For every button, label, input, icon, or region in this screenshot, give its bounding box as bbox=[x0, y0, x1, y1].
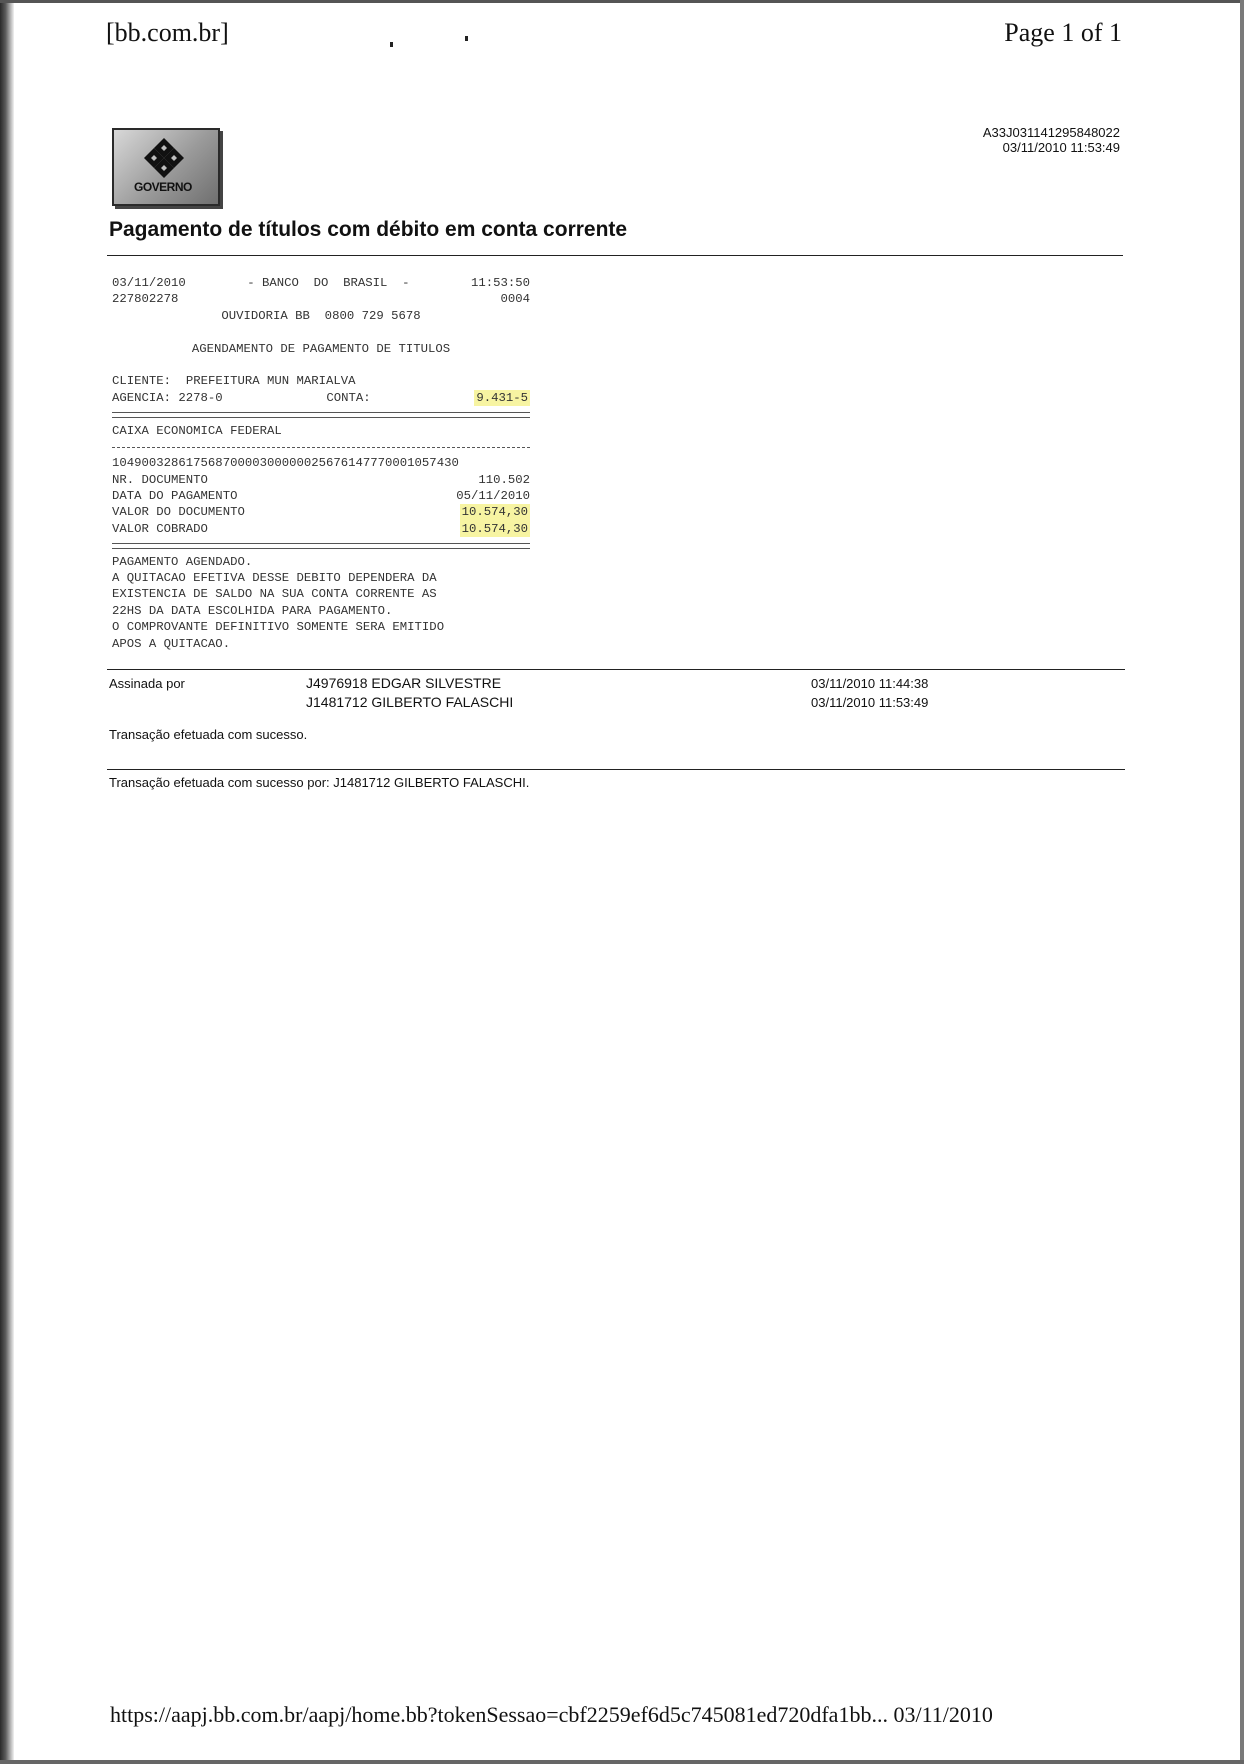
receipt-beneficiary-bank: CAIXA ECONOMICA FEDERAL bbox=[112, 423, 282, 438]
receipt-ouvidoria: OUVIDORIA BB 0800 729 5678 bbox=[221, 308, 421, 323]
receipt-field-label: VALOR DO DOCUMENTO bbox=[112, 505, 245, 520]
receipt-field-row bbox=[112, 472, 530, 488]
scan-edge bbox=[0, 0, 14, 1764]
browser-footer bbox=[110, 1702, 993, 1728]
receipt-account-label: CONTA: bbox=[326, 390, 371, 405]
receipt-sequence: 0004 bbox=[500, 292, 530, 307]
receipt-header-row bbox=[112, 275, 530, 291]
receipt-account-row bbox=[112, 390, 530, 406]
divider bbox=[107, 669, 1125, 670]
receipt-note: O COMPROVANTE DEFINITIVO SOMENTE SERA EMITIDO bbox=[112, 620, 445, 635]
receipt bbox=[112, 275, 530, 652]
receipt-date: 03/11/2010 bbox=[112, 276, 186, 290]
signatures-times bbox=[811, 674, 928, 712]
receipt-barcode: 10490032861756870000300000025676147770001057430 bbox=[112, 456, 459, 471]
logo-word: GOVERNO bbox=[134, 180, 192, 194]
signature-time: 03/11/2010 11:44:38 bbox=[811, 676, 929, 691]
browser-header-page: Page 1 of 1 bbox=[1004, 18, 1122, 47]
receipt-field-value: 10.574,30 bbox=[461, 505, 528, 520]
receipt-field-row bbox=[112, 521, 530, 537]
receipt-separator bbox=[112, 406, 530, 422]
document-code: A33J031141295848022 bbox=[982, 125, 1120, 140]
receipt-field-value: 10.574,30 bbox=[461, 521, 528, 536]
receipt-account-value: 9.431-5 bbox=[476, 390, 528, 405]
receipt-client-row bbox=[112, 373, 530, 389]
receipt-field-value: 110.502 bbox=[478, 472, 530, 487]
receipt-field-value: 05/11/2010 bbox=[456, 489, 530, 504]
footer-status-message: Transação efetuada com sucesso por: J1481712 GILBERTO FALASCHI. bbox=[109, 775, 530, 790]
document-timestamp: 03/11/2010 11:53:49 bbox=[1002, 140, 1120, 155]
signatures-names bbox=[306, 674, 513, 712]
receipt-field-label: NR. DOCUMENTO bbox=[112, 472, 208, 487]
receipt-note: EXISTENCIA DE SALDO NA SUA CONTA CORRENTE AS bbox=[112, 587, 437, 602]
receipt-field-label: VALOR COBRADO bbox=[112, 521, 208, 536]
receipt-separator bbox=[112, 439, 530, 455]
receipt-separator bbox=[112, 537, 530, 553]
receipt-note: A QUITACAO EFETIVA DESSE DEBITO DEPENDERA DA bbox=[112, 571, 437, 586]
scan-edge bbox=[1240, 0, 1244, 1764]
receipt-note: 22HS DA DATA ESCOLHIDA PARA PAGAMENTO. bbox=[112, 603, 393, 618]
receipt-client-value: PREFEITURA MUN MARIALVA bbox=[185, 374, 356, 389]
receipt-bank: - BANCO DO BRASIL - bbox=[247, 276, 410, 290]
browser-header-site: [bb.com.br] bbox=[106, 18, 229, 47]
scan-edge bbox=[0, 0, 1244, 3]
receipt-field-row bbox=[112, 488, 530, 504]
receipt-field-label: DATA DO PAGAMENTO bbox=[112, 489, 238, 504]
receipt-client-label: CLIENTE: bbox=[112, 374, 172, 389]
bank-logo bbox=[112, 128, 220, 206]
divider bbox=[107, 255, 1123, 256]
receipt-terminal-row bbox=[112, 291, 530, 307]
receipt-operation: AGENDAMENTO DE PAGAMENTO DE TITULOS bbox=[191, 341, 451, 356]
receipt-time: 11:53:50 bbox=[470, 276, 530, 290]
signature-time: 03/11/2010 11:53:49 bbox=[811, 695, 929, 710]
scan-edge bbox=[0, 1760, 1244, 1764]
receipt-terminal: 227802278 bbox=[112, 292, 179, 307]
bank-logo-icon bbox=[140, 136, 188, 180]
receipt-note: PAGAMENTO AGENDADO. bbox=[112, 554, 253, 569]
scan-speck bbox=[390, 42, 393, 47]
browser-footer-url: https://aapj.bb.com.br/aapj/home.bb?tokenSessao=cbf2259ef6d5c745081ed720dfa1bb... bbox=[110, 1702, 888, 1727]
receipt-field-row bbox=[112, 504, 530, 520]
page-title: Pagamento de títulos com débito em conta corrente bbox=[109, 218, 628, 241]
receipt-note: APOS A QUITACAO. bbox=[112, 636, 231, 651]
signer-name: J4976918 EDGAR SILVESTRE bbox=[306, 675, 502, 691]
signer-name: J1481712 GILBERTO FALASCHI bbox=[306, 694, 514, 710]
divider bbox=[107, 769, 1125, 770]
document-code-block bbox=[983, 125, 1120, 155]
scan-speck bbox=[465, 36, 468, 41]
receipt-agency: AGENCIA: 2278-0 bbox=[112, 390, 223, 405]
signatures-label: Assinada por bbox=[109, 676, 185, 691]
status-message: Transação efetuada com sucesso. bbox=[109, 727, 308, 742]
browser-footer-date: 03/11/2010 bbox=[893, 1702, 993, 1727]
